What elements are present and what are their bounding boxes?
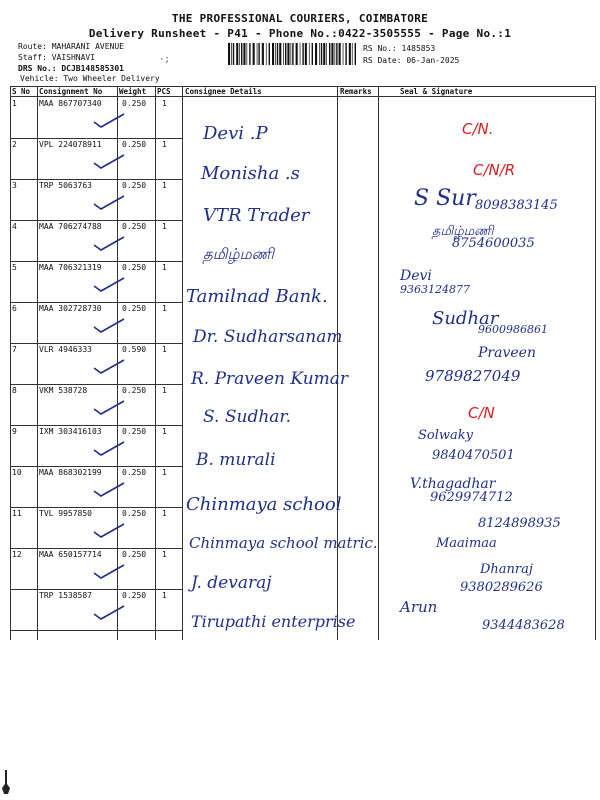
consignee-name-5: Tamilnad Bank. xyxy=(186,286,328,307)
cell-consignment: IXM 303416103 xyxy=(39,427,102,436)
phone-7: 9629974712 xyxy=(430,490,513,505)
cell-weight: 0.250 xyxy=(122,99,147,108)
consignee-name-1: Devi .P xyxy=(203,123,268,144)
cell-pcs: 1 xyxy=(162,345,167,354)
runsheet-subtitle: Delivery Runsheet - P41 - Phone No.:0422-3505555 - Page No.:1 xyxy=(88,27,512,40)
row-divider xyxy=(10,343,182,344)
cell-sno: 12 xyxy=(12,550,22,559)
cell-weight: 0.590 xyxy=(122,345,147,354)
cell-weight: 0.250 xyxy=(122,427,147,436)
phone-9: 9380289626 xyxy=(460,580,543,595)
cell-weight: 0.250 xyxy=(122,509,147,518)
cell-weight: 0.250 xyxy=(122,181,147,190)
signature-3: S Sur xyxy=(414,186,476,211)
cell-consignment: MAA 706321319 xyxy=(39,263,102,272)
row-divider xyxy=(10,548,182,549)
signature-5: Devi xyxy=(400,268,432,284)
signature-10: V.thagadhar xyxy=(410,476,496,492)
checkmark-icon xyxy=(92,277,126,293)
row-divider xyxy=(10,507,182,508)
consignee-name-9: B. murali xyxy=(196,450,276,470)
checkmark-icon xyxy=(92,482,126,498)
cell-sno: 3 xyxy=(12,181,17,190)
cell-weight: 0.250 xyxy=(122,550,147,559)
cell-sno: 2 xyxy=(12,140,17,149)
consignee-name-8: S. Sudhar. xyxy=(203,407,292,427)
phone-1: 8098383145 xyxy=(475,198,558,213)
phone-8: 8124898935 xyxy=(478,516,561,531)
margin-mark-icon xyxy=(2,770,10,794)
phone-4: 9600986861 xyxy=(478,323,548,336)
route-label: Route: MAHARANI AVENUE xyxy=(18,42,124,51)
header-remarks: Remarks xyxy=(340,87,372,96)
header-weight: Weight xyxy=(119,87,147,96)
checkmark-icon xyxy=(92,113,126,129)
cell-consignment: TRP 1538587 xyxy=(39,591,92,600)
row-divider xyxy=(10,138,182,139)
consignee-name-11: Chinmaya school matric. xyxy=(189,534,378,552)
checkmark-icon xyxy=(92,318,126,334)
vehicle-label: Vehicle: Two Wheeler Delivery xyxy=(20,74,160,83)
cell-pcs: 1 xyxy=(162,550,167,559)
row-divider xyxy=(10,302,182,303)
cell-sno: 4 xyxy=(12,222,17,231)
header-sno: S No xyxy=(12,87,31,96)
header-consignee: Consignee Details xyxy=(185,87,262,96)
cell-sno: 8 xyxy=(12,386,17,395)
signature-6: Sudhar xyxy=(432,308,499,329)
header-pcs: PCS xyxy=(157,87,171,96)
cell-pcs: 1 xyxy=(162,263,167,272)
phone-5: 9789827049 xyxy=(425,367,521,385)
checkmark-icon xyxy=(92,523,126,539)
checkmark-icon xyxy=(92,195,126,211)
row-divider xyxy=(10,179,182,180)
checkmark-icon xyxy=(92,359,126,375)
rs-date: RS Date: 06-Jan-2025 xyxy=(363,56,460,65)
cell-pcs: 1 xyxy=(162,140,167,149)
row-divider xyxy=(10,384,182,385)
cell-sno: 5 xyxy=(12,263,17,272)
checkmark-icon xyxy=(92,154,126,170)
row-divider xyxy=(10,261,182,262)
cell-consignment: MAA 706274788 xyxy=(39,222,102,231)
cell-sno: 11 xyxy=(12,509,22,518)
consignee-name-3: VTR Trader xyxy=(203,205,310,226)
header-seal: Seal & Signature xyxy=(400,87,473,96)
signature-12: Dhanraj xyxy=(480,562,533,577)
margin-scribble: ·; xyxy=(159,55,170,65)
checkmark-icon xyxy=(92,236,126,252)
row-divider xyxy=(10,466,182,467)
cell-pcs: 1 xyxy=(162,509,167,518)
cell-weight: 0.250 xyxy=(122,263,147,272)
consignee-name-6: Dr. Sudharsanam xyxy=(193,327,343,347)
cell-sno: 6 xyxy=(12,304,17,313)
barcode-image xyxy=(228,43,356,65)
row-divider xyxy=(10,630,182,631)
signature-4: தமிழ்மணி xyxy=(432,224,494,239)
cell-sno: 10 xyxy=(12,468,22,477)
cell-consignment: TRP 5063763 xyxy=(39,181,92,190)
row-divider xyxy=(10,589,182,590)
consignee-name-2: Monisha .s xyxy=(201,163,300,184)
checkmark-icon xyxy=(92,400,126,416)
cell-consignment: TVL 9957850 xyxy=(39,509,92,518)
phone-2: 8754600035 xyxy=(452,236,535,251)
cell-consignment: MAA 867707340 xyxy=(39,99,102,108)
phone-3: 9363124877 xyxy=(400,283,470,296)
company-title: THE PROFESSIONAL COURIERS, COIMBATORE xyxy=(171,12,429,25)
header-consignment: Consignment No xyxy=(39,87,103,96)
cell-consignment: MAA 650157714 xyxy=(39,550,102,559)
row-divider xyxy=(10,220,182,221)
cell-weight: 0.250 xyxy=(122,140,147,149)
checkmark-icon xyxy=(92,564,126,580)
cell-consignment: MAA 302728730 xyxy=(39,304,102,313)
cell-pcs: 1 xyxy=(162,181,167,190)
consignee-name-12: J. devaraj xyxy=(191,573,272,593)
phone-10: 9344483628 xyxy=(482,618,565,633)
cell-consignment: VPL 224078911 xyxy=(39,140,102,149)
cell-pcs: 1 xyxy=(162,304,167,313)
cell-consignment: VLR 4946333 xyxy=(39,345,92,354)
consignee-name-4: தமிழ்மணி xyxy=(203,245,274,263)
cell-pcs: 1 xyxy=(162,468,167,477)
rs-number: RS No.: 1485853 xyxy=(363,44,436,53)
row-divider xyxy=(10,425,182,426)
signature-9: Solwaky xyxy=(418,428,473,443)
cell-pcs: 1 xyxy=(162,427,167,436)
drs-number: DRS No.: DCJB148585301 xyxy=(18,64,124,73)
consignee-name-10: Chinmaya school xyxy=(186,494,342,515)
cell-sno: 7 xyxy=(12,345,17,354)
staff-label: Staff: VAISHNAVI xyxy=(18,53,96,62)
checkmark-icon xyxy=(92,605,126,621)
signature-11: Maaimaa xyxy=(436,536,497,551)
remark-cnr-2: C/N/R xyxy=(473,161,516,179)
cell-weight: 0.250 xyxy=(122,468,147,477)
signature-7: Praveen xyxy=(478,345,536,361)
remark-cn-8: C/N xyxy=(468,404,495,422)
cell-pcs: 1 xyxy=(162,99,167,108)
cell-consignment: MAA 868302199 xyxy=(39,468,102,477)
phone-6: 9840470501 xyxy=(432,448,515,463)
cell-pcs: 1 xyxy=(162,386,167,395)
cell-weight: 0.250 xyxy=(122,304,147,313)
checkmark-icon xyxy=(92,441,126,457)
cell-pcs: 1 xyxy=(162,591,167,600)
cell-weight: 0.250 xyxy=(122,591,147,600)
consignee-name-13: Tirupathi enterprise xyxy=(191,612,356,631)
cell-sno: 1 xyxy=(12,99,17,108)
cell-pcs: 1 xyxy=(162,222,167,231)
remark-cn-1: C/N. xyxy=(462,120,494,138)
cell-weight: 0.250 xyxy=(122,386,147,395)
signature-13: Arun xyxy=(400,598,438,616)
consignee-name-7: R. Praveen Kumar xyxy=(191,369,349,389)
cell-sno: 9 xyxy=(12,427,17,436)
cell-weight: 0.250 xyxy=(122,222,147,231)
cell-consignment: VKM 538728 xyxy=(39,386,88,395)
